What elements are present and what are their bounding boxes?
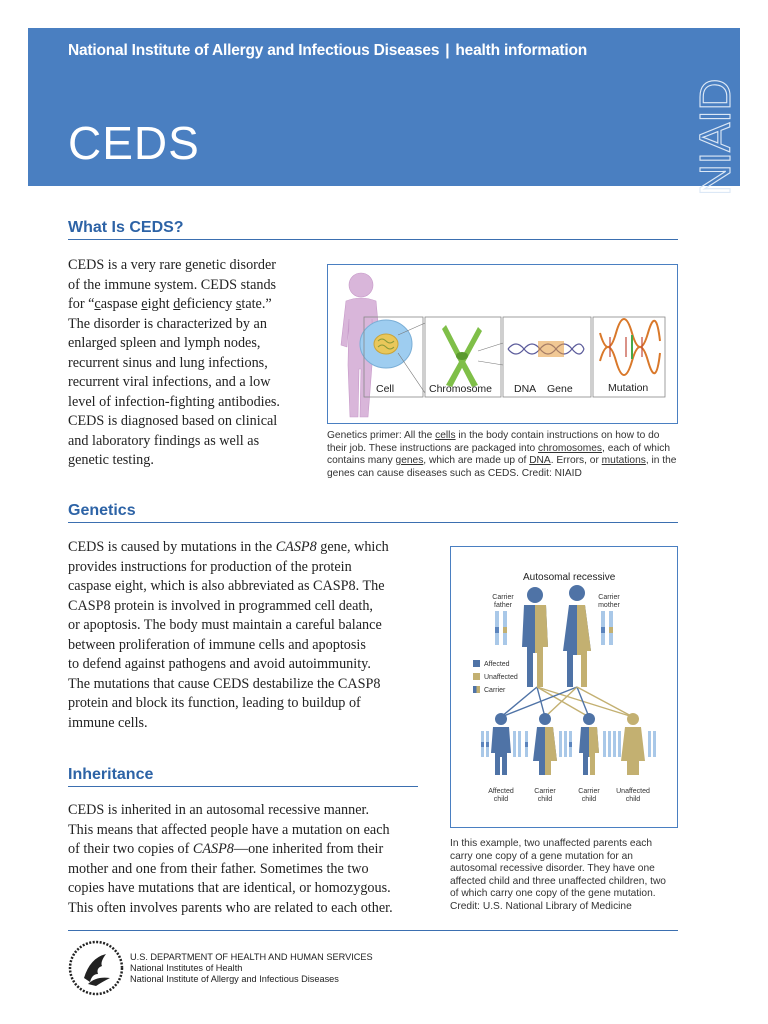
text-line: CASP8 protein is involved in programmed cell death,: [68, 597, 373, 614]
label-carrier-mother: Carrier: [598, 594, 620, 601]
text-line: CEDS is a very rare genetic disorder: [68, 257, 277, 273]
header-category: health information: [455, 42, 587, 59]
caption-line: [327, 455, 676, 468]
text-line: to defend against pathogens and avoid autoimmunity.: [68, 656, 371, 672]
caption-line: carry one copy of a gene mutation for an: [450, 850, 633, 862]
legend-swatch-affected: [473, 660, 480, 667]
legend-swatch-carrier: [473, 686, 477, 693]
label-unaffected-child: child: [625, 796, 641, 803]
genetics-paragraph: [68, 538, 389, 733]
header-separator: |: [445, 42, 450, 59]
acronym-letter: e: [141, 296, 148, 312]
caption-segment: . Errors, or: [550, 455, 602, 467]
legend: [473, 660, 518, 694]
section-rule: [68, 522, 678, 523]
footer-line: National Institutes of Health: [130, 963, 243, 973]
genetics-primer-illustration: [328, 265, 677, 423]
father-figure: [522, 587, 548, 687]
page-title: CEDS: [68, 117, 200, 169]
text-line: mother and one from their father. Sometimes the two: [68, 860, 369, 877]
label-chromosome: Chromosome: [429, 383, 493, 395]
label-unaffected-child: Unaffected: [616, 788, 650, 795]
niaid-logo: [690, 68, 740, 198]
footer-line: U.S. DEPARTMENT OF HEALTH AND HUMAN SERVICES: [130, 952, 373, 962]
label-affected-child: Affected: [488, 788, 514, 795]
legend-affected: Affected: [484, 661, 510, 668]
autosomal-recessive-diagram: [451, 547, 677, 827]
section-heading-what-is: What Is CEDS?: [68, 219, 184, 236]
section-rule: [68, 786, 418, 787]
footer-rule: [68, 930, 678, 931]
child-carrier-1: [525, 713, 567, 775]
caption-segment: , each of which: [602, 442, 670, 454]
text-line: This means that affected people have a mutation on each: [68, 821, 390, 838]
text-segment: ight: [147, 296, 174, 312]
label-carrier-child: child: [581, 796, 597, 803]
text-line: This often involves parents who are related to each other.: [68, 899, 393, 916]
text-segment: for “: [68, 296, 95, 312]
label-carrier-child: child: [537, 796, 553, 803]
acronym-letter: d: [173, 296, 181, 312]
inheritance-lines: [501, 687, 633, 717]
gene-name: CASP8: [275, 539, 317, 555]
caption-segment: , in the: [645, 455, 677, 467]
caption-term: DNA: [529, 455, 551, 467]
organization-name: National Institute of Allergy and Infectious Diseases: [68, 42, 440, 59]
text-line: copies have mutations that are identical, or homozygous.: [68, 880, 391, 896]
caption-term: cells: [435, 430, 456, 441]
child-carrier-2: [569, 713, 611, 775]
inheritance-paragraph: [68, 801, 393, 918]
banner-topline: [68, 42, 587, 60]
caption-line: Credit: U.S. National Library of Medicine: [450, 900, 632, 912]
section-heading-genetics: Genetics: [68, 502, 136, 519]
label-carrier-father: Carrier: [492, 594, 514, 601]
mother-chromosomes: [601, 611, 613, 645]
acronym-letter: c: [94, 296, 101, 312]
what-is-paragraph: [68, 256, 280, 471]
caption-line: In this example, two unaffected parents each: [450, 838, 652, 849]
text-segment: CEDS is caused by mutations in the: [68, 539, 276, 555]
text-line: or apoptosis. The body must maintain a careful balance: [68, 617, 382, 633]
legend-swatch-unaffected: [473, 673, 480, 680]
text-segment: eficiency: [180, 296, 236, 312]
genetics-primer-figure: [327, 264, 678, 424]
caption-line: of which carry one copy of the gene mutation.: [450, 888, 656, 900]
inheritance-caption: [450, 838, 666, 914]
gene-highlight: [538, 341, 564, 357]
caption-term: mutations: [601, 455, 646, 467]
legend-swatch-carrier-half: [477, 686, 481, 693]
label-gene: Gene: [547, 383, 573, 395]
text-line: genetic testing.: [68, 452, 154, 468]
text-line: between proliferation of immune cells and apoptosis: [68, 636, 366, 653]
text-line: and laboratory findings as well as: [68, 432, 260, 449]
legend-unaffected: Unaffected: [484, 674, 518, 681]
text-line: CEDS is diagnosed based on clinical: [68, 413, 278, 429]
text-line: The mutations that cause CEDS destabilize the CASP8: [68, 675, 381, 692]
text-line: provides instructions for production of the protein: [68, 558, 352, 575]
acronym-line: [68, 295, 280, 315]
label-carrier-child: Carrier: [578, 788, 600, 795]
text-segment: tate.”: [241, 296, 272, 312]
diagram-title: Autosomal recessive: [523, 572, 616, 583]
label-carrier-child: Carrier: [534, 788, 556, 795]
caption-segment: , which are made up of: [423, 455, 530, 467]
text-segment: gene, which: [316, 539, 389, 555]
text-line: caspase eight, which is also abbreviated as CASP8. The: [68, 578, 385, 594]
caption-line: genes can cause diseases such as CEDS. Credit: NIAID: [327, 467, 582, 479]
text-line: level of infection-fighting antibodies.: [68, 393, 280, 410]
caption-line: affected child and three unaffected children, two: [450, 875, 666, 887]
text-line: immune cells.: [68, 714, 148, 731]
caption-term: chromosomes: [538, 442, 603, 454]
footer-agency-text: [130, 952, 373, 985]
text-line: recurrent sinus and lung infections,: [68, 354, 268, 371]
caption-line: [327, 443, 676, 456]
text-line: The disorder is characterized by an: [68, 315, 267, 332]
father-chromosomes: [495, 611, 507, 645]
child-affected: [481, 713, 521, 775]
text-line: recurrent viral infections, and a low: [68, 374, 271, 390]
caption-segment: Genetics primer: All the: [327, 430, 436, 441]
label-cell: Cell: [376, 383, 395, 395]
text-line: [68, 538, 389, 558]
section-heading-inheritance: Inheritance: [68, 766, 154, 783]
genetics-primer-caption: [327, 430, 676, 480]
inheritance-figure: [450, 546, 678, 828]
caption-segment: contains many: [327, 455, 396, 467]
text-segment: of their two copies of: [68, 841, 193, 857]
text-line: [68, 840, 393, 860]
caption-term: genes: [395, 455, 424, 467]
caption-line: [327, 430, 676, 443]
label-mutation: Mutation: [608, 382, 649, 394]
footer-line: National Institute of Allergy and Infectious Diseases: [130, 974, 339, 984]
label-dna: DNA: [514, 383, 537, 395]
section-rule: [68, 239, 678, 240]
text-segment: aspase: [100, 296, 142, 312]
mother-figure: [563, 585, 591, 687]
text-line: protein and block its function, leading to buildup of: [68, 695, 361, 711]
gene-name: CASP8: [192, 841, 234, 857]
niaid-logo-text: NIAID: [691, 78, 740, 196]
child-unaffected: [613, 713, 656, 775]
label-affected-child: child: [493, 796, 509, 803]
text-line: CEDS is inherited in an autosomal recessive manner.: [68, 802, 370, 818]
text-line: enlarged spleen and lymph nodes,: [68, 335, 261, 351]
label-carrier-father: father: [494, 602, 512, 609]
header-banner: [28, 28, 740, 196]
cell-nucleus: [374, 334, 398, 354]
hhs-seal-logo: [66, 938, 126, 998]
caption-segment: in the body contain instructions on how to do: [455, 430, 660, 441]
caption-line: autosomal recessive disorder. They have one: [450, 863, 655, 875]
label-carrier-mother: mother: [598, 602, 620, 609]
legend-carrier: Carrier: [484, 687, 506, 694]
acronym-letter: s: [235, 296, 242, 312]
text-line: of the immune system. CEDS stands: [68, 276, 277, 293]
caption-segment: their job. These instructions are packaged into: [327, 442, 539, 454]
text-segment: —one inherited from their: [233, 841, 384, 857]
